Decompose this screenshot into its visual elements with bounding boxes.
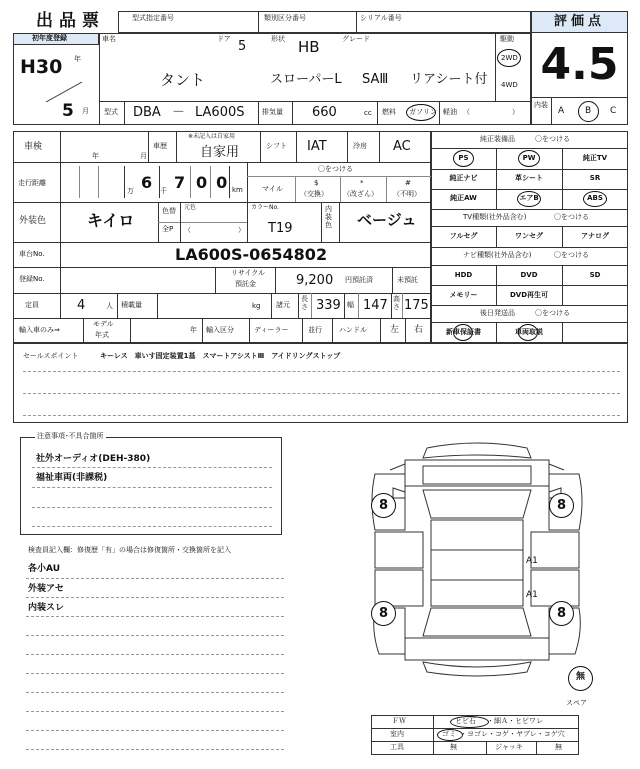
equip-abs: ABS — [587, 194, 603, 202]
exchange-mark: $ — [314, 179, 319, 187]
dealer-option: ディーラー — [254, 326, 289, 334]
color-no-value: T19 — [268, 221, 293, 236]
fw-label: ＦＷ — [392, 717, 406, 725]
notes-line-1: 社外オーディオ(DEH-380) — [36, 454, 151, 464]
form-title: 出品票 — [36, 11, 105, 31]
interior-rest: ・ヨゴレ・コゲ・ヤブレ・コゲ穴 — [460, 730, 565, 738]
doors-label: ドア — [217, 35, 231, 43]
color-no-label: カラーNo. — [251, 204, 279, 211]
type-dash: － — [172, 105, 186, 120]
genuine-note: 〇をつける — [535, 135, 570, 143]
equip-pw: PW — [522, 154, 536, 162]
reg-month-unit: 月 — [82, 107, 89, 115]
rating-score: 4.5 — [540, 39, 619, 90]
chassis-value: LA600S-0654802 — [175, 245, 328, 264]
specs-label: 諸元 — [276, 301, 290, 309]
displacement-label: 排気量 — [262, 108, 283, 116]
displacement-value: 660 — [312, 105, 337, 120]
later-note: 〇をつける — [535, 309, 570, 317]
drive-4wd: 4WD — [501, 81, 518, 89]
width-label: 幅 — [347, 301, 354, 309]
original-paren-open: （ — [184, 226, 191, 234]
fuel-label: 燃料 — [382, 108, 396, 116]
inspection-month: 月 — [140, 152, 147, 160]
inspector-label: 検査員記入欄：修復歴「有」の場合は修復箇所・交換箇所を記入 — [28, 546, 231, 554]
drive-2wd: 2WD — [501, 54, 518, 62]
interior-selected: ゴミ — [442, 730, 456, 738]
model-year-label-2: 年式 — [95, 331, 109, 339]
load-label: 積載量 — [121, 301, 142, 309]
chassis-label: 車台No. — [19, 250, 45, 258]
history-label: 車歴 — [153, 142, 167, 150]
notes-box — [20, 437, 282, 535]
model-year-label-1: モデル — [93, 320, 114, 328]
fuel-value: ガソリン — [409, 108, 437, 116]
equip-aw: 純正AW — [450, 194, 477, 202]
inspection-year: 年 — [92, 152, 99, 160]
type-value: LA600S — [195, 105, 245, 120]
type-label: 型式 — [104, 108, 118, 116]
grade-a: A — [558, 106, 565, 116]
history-note: ※未記入は自家用 — [188, 133, 236, 140]
first-reg-label: 初年度登録 — [32, 34, 67, 42]
drive-label: 駆動 — [500, 35, 514, 43]
jack-label: ジャッキ — [495, 743, 523, 751]
recycle-value: 9,200 — [296, 273, 334, 288]
recycle-label-2: 預託金 — [235, 280, 256, 288]
mileage-label: 走行距離 — [18, 179, 46, 187]
original-color-label: 元色 — [184, 204, 197, 211]
selling-points-text: キーレス 車いす固定装置1基 スマートアシストⅢ アイドリングストップ — [100, 352, 341, 360]
serial-label: シリアル番号 — [360, 14, 402, 22]
capacity-unit: 人 — [106, 302, 113, 310]
interior-cond-label: 室内 — [390, 730, 404, 738]
reg-year-unit: 年 — [74, 55, 81, 63]
paren-open: （ — [463, 108, 470, 116]
tv-note: 〇をつける — [554, 213, 589, 221]
fw-rest: ・細Ａ・ヒビワレ — [487, 717, 543, 725]
equip-ps: PS — [458, 154, 469, 162]
altered-mark: * — [360, 179, 364, 187]
spare-label: スペア — [566, 699, 587, 707]
equip-navi: 純正ナビ — [449, 174, 478, 182]
ac-value: AC — [393, 139, 411, 154]
registration-label: 登録No. — [19, 275, 45, 283]
later-warranty: 新車保証書 — [446, 328, 481, 336]
tv-analog: アナログ — [581, 232, 609, 240]
navi-dvd-play: DVD再生可 — [509, 291, 549, 299]
color-change-label: 色替 — [162, 207, 176, 215]
reg-month: 5 — [62, 101, 74, 121]
navi-dvd: DVD — [520, 271, 538, 279]
tools-value: 無 — [450, 743, 457, 751]
recycle-unit: 円預託済 — [345, 276, 373, 284]
altered-label: （改ざん） — [343, 190, 378, 198]
equip-tv: 純正TV — [582, 154, 608, 162]
damage-mark-2: A1 — [526, 590, 538, 600]
later-manual: 車両取説 — [515, 328, 543, 336]
shape-value: HB — [298, 38, 320, 56]
model-designation-label: 型式指定番号 — [132, 14, 174, 22]
equip-airbag: エアB — [519, 194, 539, 202]
doors-value: 5 — [238, 39, 247, 54]
handle-right: 右 — [414, 325, 424, 335]
grade-label: グレード — [342, 35, 370, 43]
mileage-circle-note: 〇をつける — [318, 165, 353, 173]
shift-label: シフト — [266, 142, 287, 150]
length-value: 339 — [316, 298, 341, 313]
color-label: 外装色 — [19, 216, 47, 226]
tools-label: 工具 — [390, 743, 404, 751]
navi-hdd: HDD — [454, 271, 473, 279]
jack-value: 無 — [555, 743, 562, 751]
inspector-line-2: 外装アセ — [28, 584, 64, 594]
fw-selected: ヒビ石 — [455, 717, 476, 725]
equip-sr: SR — [589, 174, 601, 182]
navi-memory: メモリー — [449, 291, 478, 299]
car-name: タント — [160, 71, 206, 89]
mileage-man: 6 — [141, 173, 153, 192]
inspection-label: 車検 — [24, 142, 43, 152]
width-value: 147 — [363, 298, 388, 313]
recycle-label-1: リサイクル — [231, 269, 266, 277]
import-year-unit: 年 — [190, 326, 197, 334]
interior-color-value: ベージュ — [357, 211, 417, 229]
inspector-line-1: 各小AU — [28, 564, 60, 574]
navi-note: 〇をつける — [554, 251, 589, 259]
displacement-unit: cc — [364, 109, 372, 117]
handle-label: ハンドル — [339, 326, 367, 334]
paren-close: ） — [512, 108, 519, 116]
original-paren-close: ） — [238, 226, 245, 234]
mileage-sen-unit: 千 — [160, 187, 167, 195]
type-prefix: DBA — [133, 105, 161, 120]
category-label: 類別区分番号 — [264, 14, 306, 22]
interior-grade-label: 内装 — [534, 101, 548, 109]
later-header: 後日発送品 — [480, 309, 515, 317]
inspector-line-3: 内装スレ — [28, 603, 65, 613]
interior-color-label: 内装色 — [325, 205, 332, 230]
notes-label: 注意事項･不具合箇所 — [37, 432, 104, 440]
recycle-unpaid: 未預託 — [397, 276, 418, 284]
header-id-box — [118, 11, 531, 33]
handle-left: 左 — [390, 325, 400, 335]
reg-year: H30 — [20, 56, 63, 78]
mileage-man-unit: 万 — [127, 187, 134, 195]
unknown-mark: # — [405, 179, 411, 187]
car-name-label: 車名 — [102, 35, 116, 43]
height-label: 高さ — [393, 295, 400, 311]
damage-mark-1: A1 — [526, 556, 538, 566]
tv-header: TV種類(社外品含む) — [463, 213, 527, 221]
grade-b: B — [585, 106, 592, 116]
equip-leather: 革シート — [515, 174, 543, 182]
exchange-label: （交換） — [300, 190, 328, 198]
mileage-unit: km — [232, 186, 243, 194]
tire-fr: 8 — [556, 498, 567, 513]
tire-rr: 8 — [556, 606, 567, 621]
history-value: 自家用 — [200, 145, 240, 160]
genuine-header: 純正装備品 — [480, 135, 515, 143]
grade-value-2: SAⅢ — [362, 72, 389, 87]
car-diagram — [365, 440, 590, 678]
grade-value-3: リアシート付 — [410, 72, 488, 87]
navi-header: ナビ種類(社外品含む) — [463, 251, 532, 259]
spare-value: 無 — [575, 672, 585, 682]
grade-c: C — [610, 106, 617, 116]
mileage-sen: 7 — [174, 173, 186, 192]
grade-value: スローパーL — [270, 72, 342, 87]
light-oil: 軽油 — [443, 108, 457, 116]
shift-value: IAT — [307, 139, 327, 154]
mile-label: マイル — [262, 185, 283, 193]
navi-sd: SD — [589, 271, 601, 279]
selling-points-label: セールスポイント — [23, 352, 79, 360]
parallel-option: 並行 — [308, 326, 322, 334]
color-value: キイロ — [87, 211, 135, 230]
import-label: 輸入車のみ⇒ — [19, 326, 60, 334]
import-class-label: 輸入区分 — [206, 326, 234, 334]
tire-fl: 8 — [378, 498, 389, 513]
ac-label: 冷房 — [353, 142, 367, 150]
tv-fullseg: フルセグ — [449, 232, 478, 240]
shape-label: 形状 — [271, 35, 285, 43]
notes-line-2: 福祉車両(非課税) — [36, 473, 108, 483]
full-paint-label: 全P — [162, 225, 174, 233]
tire-rl: 8 — [378, 606, 389, 621]
unknown-label: （不明） — [393, 190, 421, 198]
mileage-rest: 00 — [196, 173, 237, 192]
capacity-label: 定員 — [25, 301, 39, 309]
height-value: 175 — [404, 298, 429, 313]
capacity-value: 4 — [77, 298, 86, 313]
rating-label: 評価点 — [553, 14, 605, 29]
tv-oneseg: ワンセグ — [515, 232, 543, 240]
length-label: 長さ — [301, 295, 308, 311]
load-unit: kg — [252, 302, 261, 310]
